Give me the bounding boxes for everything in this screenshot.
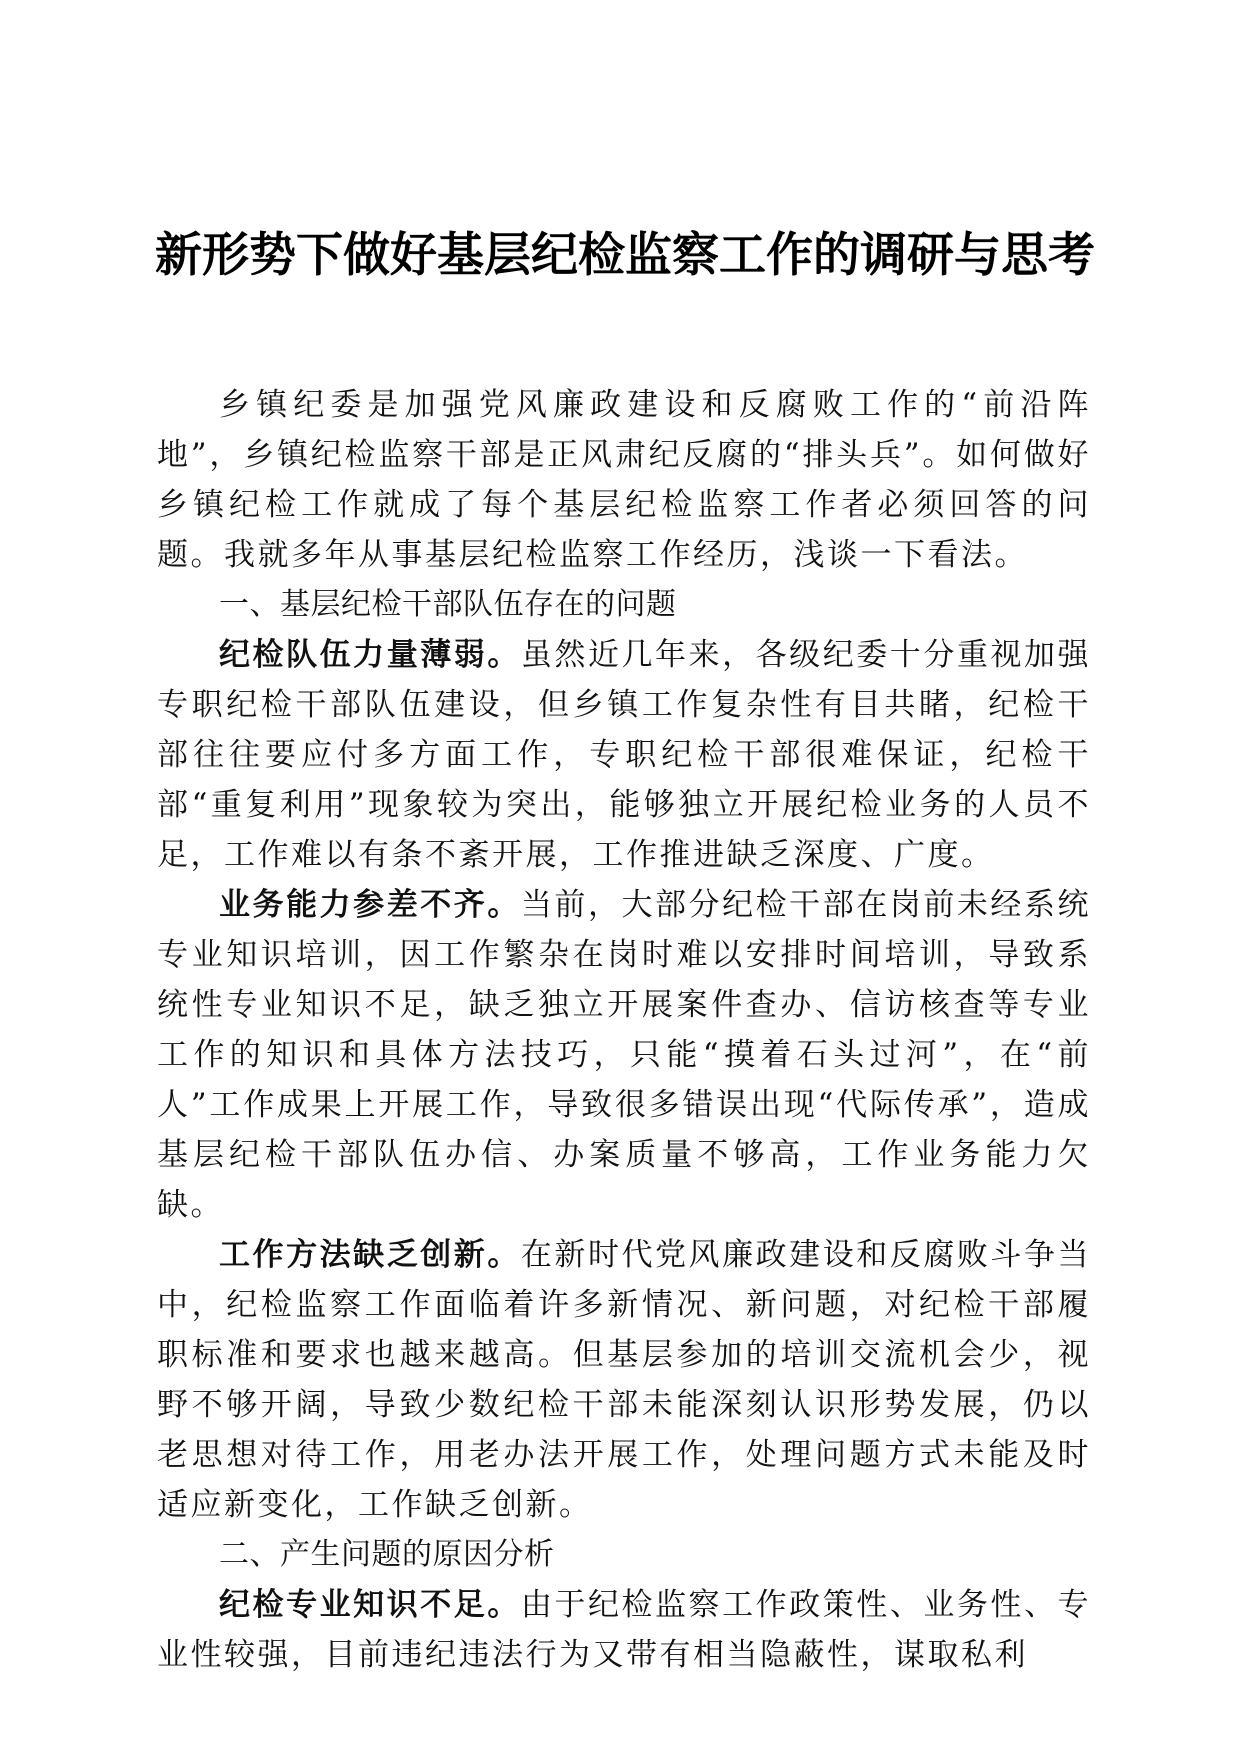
paragraph-text: 虽然近几年来，各级纪委十分重视加强专职纪检干部队伍建设，但乡镇工作复杂性有目共睹，纪检干部往往要应付多方面工作，专职纪检干部很难保证，纪检干部“重复利用”现象较为突出，能够独立开展纪检业务的人员不足，工作难以有条不紊开展，工作推进缺乏深度、广度。 <box>157 637 1091 873</box>
section-heading-2: 二、产生问题的原因分析 <box>219 1537 555 1572</box>
paragraph-text: 在新时代党风廉政建设和反腐败斗争当中，纪检监察工作面临着许多新情况、新问题，对纪检干部履职标准和要求也越来越高。但基层参加的培训交流机会少，视野不够开阔，导致少数纪检干部未能深刻认识形势发展，仍以老思想对待工作，用老办法开展工作，处理问题方式未能及时适应新变化，工作缺乏创新。 <box>157 1237 1091 1523</box>
section-heading-1: 一、基层纪检干部队伍存在的问题 <box>219 587 677 622</box>
paragraph-lead: 工作方法缺乏创新。 <box>219 1237 521 1273</box>
paragraph-text: 当前，大部分纪检干部在岗前未经系统专业知识培训，因工作繁杂在岗时难以安排时间培训，导致系统性专业知识不足，缺乏独立开展案件查办、信访核查等专业工作的知识和具体方法技巧，只能“摸着石头过河”，在“前人”工作成果上开展工作，导致很多错误出现“代际传承”，造成基层纪检干部队伍办信、办案质量不够高，工作业务能力欠缺。 <box>157 887 1091 1223</box>
paragraph-lead: 业务能力参差不齐。 <box>219 887 521 923</box>
body-paragraph <box>157 1580 1091 1680</box>
body-paragraph <box>157 1230 1091 1530</box>
paragraph-lead: 纪检专业知识不足。 <box>219 1587 521 1623</box>
paragraph-lead: 纪检队伍力量薄弱。 <box>219 637 521 673</box>
document-title: 新形势下做好基层纪检监察工作的调研与思考 <box>155 228 1095 283</box>
intro-paragraph: 乡镇纪委是加强党风廉政建设和反腐败工作的“前沿阵地”，乡镇纪检监察干部是正风肃纪反腐的“排头兵”。如何做好乡镇纪检工作就成了每个基层纪检监察工作者必须回答的问题。我就多年从事基层纪检监察工作经历，浅谈一下看法。 <box>157 387 1091 573</box>
body-paragraph <box>157 880 1091 1230</box>
paragraph-text: 由于纪检监察工作政策性、业务性、专业性较强，目前违纪违法行为又带有相当隐蔽性，谋取私利 <box>157 1587 1091 1673</box>
body-paragraph <box>157 630 1091 880</box>
document-body <box>157 380 1091 1680</box>
